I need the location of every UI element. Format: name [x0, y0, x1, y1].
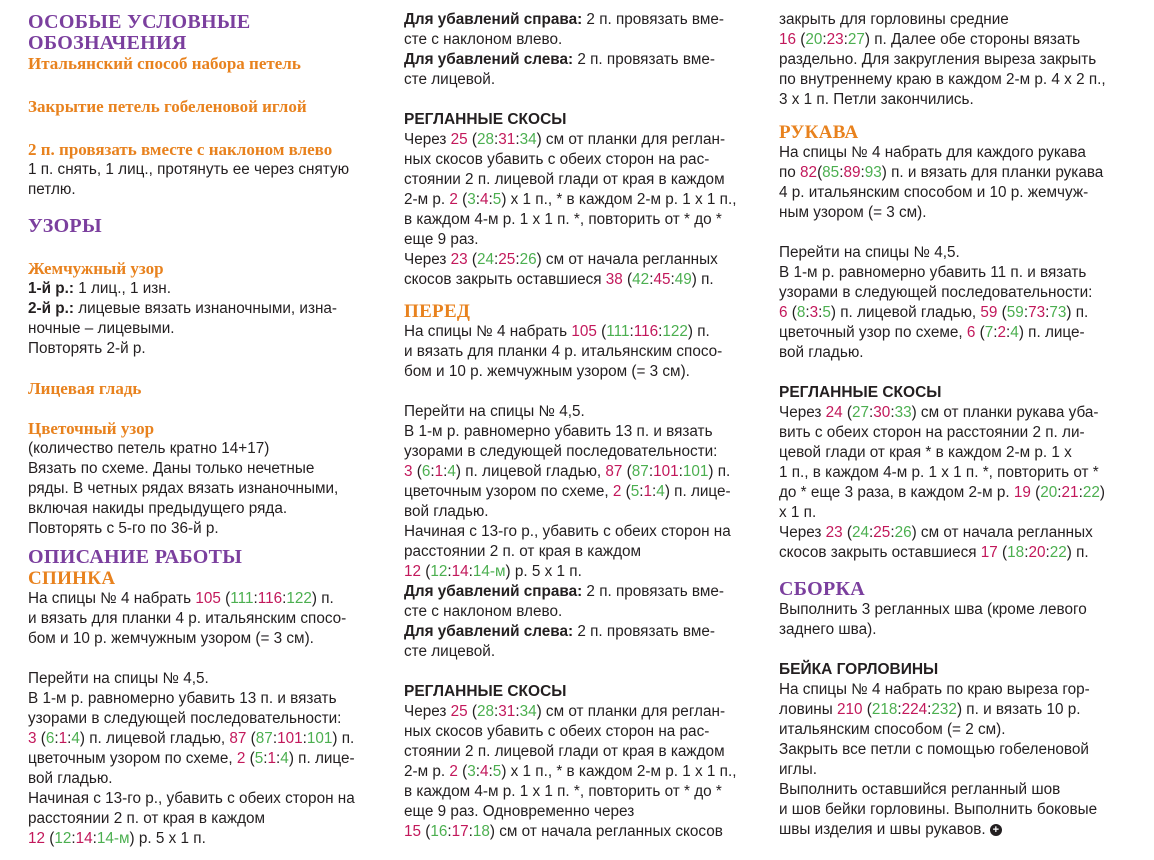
size-value: 5 — [630, 483, 640, 500]
subheading-italian-cast-on: Итальянский способ набора петель — [28, 54, 301, 73]
size-value: 6 — [779, 304, 788, 321]
text-line: 3 (6:1:4) п. лицевой гладью, 87 (87:101:101) п. — [28, 730, 355, 747]
spacer — [28, 237, 388, 245]
text-line — [28, 299, 388, 319]
size-value: 26 — [894, 524, 912, 541]
size-value: 1 — [643, 483, 653, 500]
text-line: 4 р. итальянским способом и 10 р. жемчуж- — [779, 184, 1089, 201]
size-value: 34 — [519, 131, 537, 148]
text-line: сте лицевой. — [404, 643, 496, 660]
text-line: Через 24 (27:30:33) см от планки рукава уба- — [779, 404, 1099, 421]
heading-assembly: СБОРКА — [779, 578, 866, 600]
text: ) см от планки рукава уба- — [911, 404, 1099, 421]
heading-line: ОБОЗНАЧЕНИЯ — [28, 32, 187, 54]
size-value: 38 — [605, 271, 623, 288]
text-line: Перейти на спицы № 4,5. — [779, 244, 960, 261]
text-line: цевой глади от края * в каждом 2-м р. 1 х — [779, 444, 1072, 461]
size-value: 116 — [633, 323, 659, 340]
size-value: 3 — [28, 730, 37, 747]
text-line: Перейти на спицы № 4,5. — [28, 670, 209, 687]
text-line: закрыть для горловины средние — [779, 11, 1009, 28]
text: ) п. и вязать 10 р. — [956, 701, 1081, 718]
size-value: 101 — [306, 730, 333, 747]
size-value: 101 — [653, 463, 679, 480]
size-value: 28 — [477, 131, 495, 148]
size-value: 31 — [498, 703, 516, 720]
subheading-stockinette: Лицевая гладь — [28, 379, 142, 398]
text-line: Повторять 2-й р. — [28, 340, 146, 357]
size-value: 87 — [631, 463, 649, 480]
text: цветочным узором по схеме, — [404, 483, 613, 500]
heading-neckband: БЕЙКА ГОРЛОВИНЫ — [779, 661, 939, 678]
size-value: 122 — [662, 323, 688, 340]
size-value: 1 — [267, 750, 277, 767]
text: 2 п. провязать вме- — [582, 583, 724, 600]
text-line: бом и 10 р. жемчужным узором (= 3 см). — [28, 630, 314, 647]
heading-sleeves: РУКАВА — [779, 122, 859, 143]
size-value: 25 — [450, 131, 468, 148]
text-line: раздельно. Для закругления выреза закрыть — [779, 51, 1097, 68]
size-value: 17 — [980, 544, 998, 561]
size-value: 111 — [230, 590, 254, 607]
text-line: На спицы № 4 набрать для каждого рукава — [779, 144, 1086, 161]
text-line: в каждом 4-м р. 1 х 1 п. *, повторить от * до * — [404, 783, 722, 800]
size-value: 4 — [71, 730, 80, 747]
size-value: 224 — [901, 701, 928, 718]
heading-front: ПЕРЕД — [404, 301, 471, 322]
text-line: и вязать для планки 4 р. итальянским спосо- — [28, 610, 347, 627]
text: ) п. Далее обе стороны вязать — [864, 31, 1081, 48]
text-line: ных скосов убавить с обеих сторон на рас- — [404, 723, 710, 740]
text: ) р. 5 х 1 п. — [505, 563, 582, 580]
text-line: Через 25 (28:31:34) см от планки для реглан- — [404, 703, 726, 720]
text: ) п. — [332, 730, 355, 747]
text: ) см от планки для реглан- — [536, 131, 726, 148]
text: до * еще 3 раза, в каждом 2-м р. — [779, 484, 1014, 501]
size-value: 16 — [430, 823, 448, 840]
size-value: 2 — [449, 763, 458, 780]
text-line: сте с наклоном влево. — [404, 603, 563, 620]
size-value: 5 — [822, 304, 831, 321]
text-line: На спицы № 4 набрать по краю выреза гор- — [779, 681, 1090, 698]
text-line: еще 9 раз. — [404, 231, 479, 248]
row-label: 2-й р.: — [28, 300, 74, 317]
size-value: 27 — [852, 404, 870, 421]
size-value: 85 — [822, 164, 840, 181]
text: ) х 1 п., * в каждом 2-м р. 1 х 1 п., — [501, 763, 737, 780]
size-value: 22 — [1049, 544, 1067, 561]
size-value: 23 — [450, 251, 468, 268]
size-value: 4 — [447, 463, 456, 480]
text-line: х 1 п. — [779, 504, 817, 521]
heading-special-symbols — [28, 12, 388, 54]
size-value: 49 — [674, 271, 692, 288]
size-value: 24 — [825, 404, 843, 421]
text: ) п. — [311, 590, 334, 607]
spacer — [779, 363, 1144, 383]
spacer — [779, 223, 1144, 243]
text-line: включая накиды предыдущего ряда. — [28, 500, 288, 517]
size-value: 19 — [1013, 484, 1031, 501]
size-value: 87 — [605, 463, 623, 480]
size-value: 18 — [472, 823, 490, 840]
text: ) п. лицевой гладью, — [79, 730, 230, 747]
text-line: вой гладью. — [28, 770, 113, 787]
size-value: 33 — [894, 404, 912, 421]
size-value: 1 — [434, 463, 444, 480]
size-value: 4 — [1010, 324, 1019, 341]
text-line: Через 23 (24:25:26) см от начала регланных — [404, 251, 718, 268]
size-value: 28 — [477, 703, 495, 720]
end-mark-icon: + — [990, 824, 1002, 836]
text-line: В 1-м р. равномерно убавить 11 п. и вязать — [779, 264, 1087, 281]
size-value: 232 — [931, 701, 957, 718]
text: ) п. лице- — [1018, 324, 1085, 341]
text-line: 16 (20:23:27) п. Далее обе стороны вязать — [779, 31, 1081, 48]
text-line: 3 (6:1:4) п. лицевой гладью, 87 (87:101:101) п. — [404, 463, 731, 480]
spacer — [779, 640, 1144, 660]
bold-label: Для убавлений слева: — [404, 623, 574, 640]
size-value: 218 — [871, 701, 898, 718]
text-line: узорами в следующей последовательности: — [28, 710, 342, 727]
text-line: скосов закрыть оставшиеся 17 (18:20:22) п. — [779, 544, 1089, 561]
text-line: по 82(85:89:93) п. и вязать для планки рукава — [779, 164, 1104, 181]
size-value: 23 — [825, 524, 843, 541]
size-value: 15 — [404, 823, 422, 840]
heading-line: ОСОБЫЕ УСЛОВНЫЕ — [28, 11, 251, 33]
text-line: петлю. — [28, 181, 76, 198]
text-line: и шов бейки горловины. Выполнить боковые — [779, 801, 1098, 818]
size-value: 101 — [682, 463, 709, 480]
size-value: 3 — [467, 763, 476, 780]
size-value: 25 — [873, 524, 891, 541]
text: ) п. — [708, 463, 731, 480]
text-line: цветочным узором по схеме, 2 (5:1:4) п. лице- — [28, 750, 355, 767]
spacer — [404, 90, 766, 110]
size-value: 4 — [480, 763, 489, 780]
text: 2 п. провязать вме- — [573, 51, 715, 68]
text-line: Выполнить оставшийся регланный шов — [779, 781, 1061, 798]
spacer — [28, 399, 388, 419]
size-value: 26 — [519, 251, 537, 268]
size-value: 14 — [75, 830, 93, 847]
heading-patterns: УЗОРЫ — [28, 215, 102, 237]
heading-raglan: РЕГЛАННЫЕ СКОСЫ — [779, 384, 942, 401]
text-line — [404, 50, 766, 70]
size-value: 45 — [653, 271, 671, 288]
heading-raglan: РЕГЛАННЫЕ СКОСЫ — [404, 111, 567, 128]
size-value: 59 — [980, 304, 998, 321]
size-value: 23 — [826, 31, 844, 48]
row-text: 1 лиц., 1 изн. — [73, 280, 171, 297]
text: скосов закрыть оставшиеся — [779, 544, 981, 561]
subheading-k2tog-left: 2 п. провязать вместе с наклоном влево — [28, 140, 333, 159]
text-line: 6 (8:3:5) п. лицевой гладью, 59 (59:73:73) п. — [779, 304, 1089, 321]
text-line — [404, 582, 766, 602]
text-line: бом и 10 р. жемчужным узором (= 3 см). — [404, 363, 690, 380]
size-value: 6 — [421, 463, 431, 480]
spacer — [28, 117, 388, 137]
size-value: 24 — [852, 524, 870, 541]
size-value: 8 — [796, 304, 806, 321]
size-value: 93 — [864, 164, 882, 181]
bold-label: Для убавлений справа: — [404, 583, 583, 600]
size-value: 2 — [236, 750, 246, 767]
text: ловины — [779, 701, 837, 718]
column-3 — [779, 10, 1144, 840]
text: 2 п. провязать вме- — [573, 623, 715, 640]
size-value: 111 — [606, 323, 630, 340]
text-line — [404, 10, 766, 30]
text-line: Перейти на спицы № 4,5. — [404, 403, 585, 420]
size-value: 3 — [809, 304, 819, 321]
text-line: ряды. В четных рядах вязать изнаночными, — [28, 480, 339, 497]
size-value: 14-м — [472, 563, 506, 580]
size-value: 2 — [612, 483, 622, 500]
size-value: 18 — [1007, 544, 1025, 561]
text-line: Начиная с 13-го р., убавить с обеих сторон на — [404, 523, 731, 540]
text-line: Через 23 (24:25:26) см от начала регланных — [779, 524, 1093, 541]
text-line: стоянии 2 п. лицевой глади от края в каждом — [404, 743, 725, 760]
text-line: расстоянии 2 п. от края в каждом — [28, 810, 266, 827]
text: На спицы № 4 набрать — [28, 590, 196, 607]
size-value: 6 — [45, 730, 55, 747]
text: ) п. — [691, 271, 714, 288]
text-line: цветочный узор по схеме, 6 (7:2:4) п. лице- — [779, 324, 1085, 341]
size-value: 30 — [873, 404, 891, 421]
text-line: Закрыть все петли с помощью гобеленовой — [779, 741, 1089, 758]
bold-label: Для убавлений слева: — [404, 51, 574, 68]
size-value: 6 — [966, 324, 976, 341]
text: 2 п. провязать вме- — [582, 11, 724, 28]
text-line: Вязать по схеме. Даны только нечетные — [28, 460, 315, 477]
text-line: иглы. — [779, 761, 817, 778]
text-line — [28, 279, 388, 299]
text-line: сте лицевой. — [404, 71, 496, 88]
size-value: 105 — [195, 590, 221, 607]
text-line: еще 9 раз. Одновременно через — [404, 803, 635, 820]
text: ) — [1099, 484, 1105, 501]
text: ) п. лице- — [664, 483, 731, 500]
text: ) см от начала регланных скосов — [489, 823, 723, 840]
text-line: 1 п. снять, 1 лиц., протянуть ее через снятую — [28, 161, 350, 178]
text-line: вой гладью. — [779, 344, 864, 361]
text: ) х 1 п., * в каждом 2-м р. 1 х 1 п., — [501, 191, 737, 208]
text: ) п. — [1066, 304, 1089, 321]
size-value: 24 — [477, 251, 495, 268]
text: по — [779, 164, 801, 181]
text: цветочный узор по схеме, — [779, 324, 967, 341]
size-value: 2 — [449, 191, 458, 208]
size-value: 14-м — [96, 830, 130, 847]
text-line: узорами в следующей последовательности: — [404, 443, 718, 460]
size-value: 25 — [450, 703, 468, 720]
size-value: 21 — [1061, 484, 1079, 501]
size-value: 7 — [984, 324, 994, 341]
size-value: 25 — [498, 251, 516, 268]
text: ) п. — [1066, 544, 1089, 561]
text: ) см от начала регланных — [911, 524, 1093, 541]
text-line: до * еще 3 раза, в каждом 2-м р. 19 (20:21:22) — [779, 484, 1105, 501]
size-value: 210 — [836, 701, 863, 718]
text-line — [404, 622, 766, 642]
size-value: 3 — [467, 191, 476, 208]
subheading-tapestry-bind-off: Закрытие петель гобеленовой иглой — [28, 97, 307, 116]
text-line: в каждом 4-м р. 1 х 1 п. *, повторить от * до * — [404, 211, 722, 228]
text-line: ным узором (= 3 см). — [779, 204, 927, 221]
size-value: 20 — [1028, 544, 1046, 561]
size-value: 73 — [1049, 304, 1067, 321]
text-line: заднего шва). — [779, 621, 877, 638]
size-value: 5 — [492, 763, 502, 780]
column-1 — [28, 10, 388, 849]
heading-work-description: ОПИСАНИЕ РАБОТЫ — [28, 546, 243, 568]
heading-raglan: РЕГЛАННЫЕ СКОСЫ — [404, 683, 567, 700]
size-value: 116 — [257, 590, 283, 607]
text-line: цветочным узором по схеме, 2 (5:1:4) п. лице- — [404, 483, 731, 500]
text-line: Через 25 (28:31:34) см от планки для реглан- — [404, 131, 726, 148]
text-line: 12 (12:14:14-м) р. 5 х 1 п. — [28, 830, 206, 847]
size-value: 87 — [255, 730, 273, 747]
size-value: 31 — [498, 131, 516, 148]
size-value: 14 — [451, 563, 469, 580]
text-line: ночные – лицевыми. — [28, 320, 175, 337]
text-line: 12 (12:14:14-м) р. 5 х 1 п. — [404, 563, 582, 580]
size-value: 12 — [28, 830, 46, 847]
text-line: В 1-м р. равномерно убавить 13 п. и вязать — [404, 423, 713, 440]
spacer — [404, 382, 766, 402]
text: Через — [404, 251, 451, 268]
text-line: 1 п., в каждом 4-м р. 1 х 1 п. *, повторить от * — [779, 464, 1099, 481]
size-value: 1 — [58, 730, 68, 747]
text-line: Начиная с 13-го р., убавить с обеих сторон на — [28, 790, 355, 807]
subheading-flower-pattern: Цветочный узор — [28, 419, 155, 438]
size-value: 16 — [779, 31, 797, 48]
spacer — [28, 74, 388, 94]
text-line: ных скосов убавить с обеих сторон на рас- — [404, 151, 710, 168]
spacer — [404, 662, 766, 682]
text-line: 2-м р. 2 (3:4:5) х 1 п., * в каждом 2-м р. 1 х 1 п., — [404, 191, 737, 208]
column-2 — [404, 10, 766, 842]
text-line: сте с наклоном влево. — [404, 31, 563, 48]
subheading-pearl-pattern: Жемчужный узор — [28, 259, 164, 278]
text: швы изделия и швы рукавов. — [779, 821, 986, 838]
size-value: 12 — [404, 563, 422, 580]
text: Через — [779, 404, 826, 421]
size-value: 5 — [254, 750, 264, 767]
size-value: 73 — [1028, 304, 1046, 321]
text: ) р. 5 х 1 п. — [129, 830, 206, 847]
text-line: стоянии 2 п. лицевой глади от края в каждом — [404, 171, 725, 188]
text-line — [779, 820, 1144, 840]
text-line: и вязать для планки 4 р. итальянским спосо- — [404, 343, 723, 360]
size-value: 87 — [229, 730, 247, 747]
text: На спицы № 4 набрать — [404, 323, 572, 340]
text: Через — [404, 131, 451, 148]
size-value: 122 — [286, 590, 312, 607]
text-line: В 1-м р. равномерно убавить 13 п. и вязать — [28, 690, 337, 707]
heading-back: СПИНКА — [28, 568, 116, 589]
size-value: 4 — [280, 750, 289, 767]
text-line: (количество петель кратно 14+17) — [28, 440, 270, 457]
text-line: скосов закрыть оставшиеся 38 (42:45:49) п. — [404, 271, 714, 288]
size-value: 105 — [571, 323, 597, 340]
text: 2-м р. — [404, 763, 450, 780]
text: 2-м р. — [404, 191, 450, 208]
text: ) п. лицевой гладью, — [830, 304, 981, 321]
size-value: 101 — [277, 730, 303, 747]
size-value: 5 — [492, 191, 502, 208]
size-value: 12 — [54, 830, 72, 847]
size-value: 22 — [1082, 484, 1100, 501]
text: ) см от планки для реглан- — [536, 703, 726, 720]
text-line: На спицы № 4 набрать 105 (111:116:122) п. — [404, 323, 710, 340]
size-value: 59 — [1006, 304, 1024, 321]
size-value: 17 — [451, 823, 469, 840]
text: ) п. и вязать для планки рукава — [881, 164, 1104, 181]
size-value: 4 — [480, 191, 489, 208]
text: ) п. — [687, 323, 710, 340]
size-value: 2 — [997, 324, 1007, 341]
text: цветочным узором по схеме, — [28, 750, 237, 767]
size-value: 42 — [632, 271, 650, 288]
text: ) см от начала регланных — [536, 251, 718, 268]
text: Через — [404, 703, 451, 720]
row-label: 1-й р.: — [28, 280, 74, 297]
text-line: по внутреннему краю в каждом 2-м р. 4 х 2 п., — [779, 71, 1106, 88]
text-line: На спицы № 4 набрать 105 (111:116:122) п. — [28, 590, 334, 607]
text-line: вой гладью. — [404, 503, 489, 520]
text-line: 15 (16:17:18) см от начала регланных скосов — [404, 823, 723, 840]
size-value: 12 — [430, 563, 448, 580]
row-text: лицевые вязать изнаночными, изна- — [73, 300, 338, 317]
spacer — [28, 649, 388, 669]
text: скосов закрыть оставшиеся — [404, 271, 606, 288]
size-value: 20 — [1040, 484, 1058, 501]
size-value: 89 — [843, 164, 861, 181]
text-line: Выполнить 3 регланных шва (кроме левого — [779, 601, 1087, 618]
text-line: итальянским способом (= 2 см). — [779, 721, 1006, 738]
text-line: 3 х 1 п. Петли закончились. — [779, 91, 974, 108]
text: Через — [779, 524, 826, 541]
size-value: 20 — [805, 31, 823, 48]
text-line: узорами в следующей последовательности: — [779, 284, 1093, 301]
size-value: 82 — [800, 164, 818, 181]
text-line: Повторять с 5-го по 36-й р. — [28, 520, 219, 537]
text: ) п. лице- — [288, 750, 355, 767]
text-line: вить с обеих сторон на расстоянии 2 п. ли- — [779, 424, 1085, 441]
size-value: 3 — [404, 463, 413, 480]
text-line: ловины 210 (218:224:232) п. и вязать 10 р. — [779, 701, 1081, 718]
size-value: 4 — [656, 483, 665, 500]
text-line: расстоянии 2 п. от края в каждом — [404, 543, 642, 560]
text: ) п. лицевой гладью, — [455, 463, 606, 480]
text-line: 2-м р. 2 (3:4:5) х 1 п., * в каждом 2-м р. 1 х 1 п., — [404, 763, 737, 780]
bold-label: Для убавлений справа: — [404, 11, 583, 28]
size-value: 34 — [519, 703, 537, 720]
spacer — [28, 359, 388, 379]
size-value: 27 — [847, 31, 865, 48]
